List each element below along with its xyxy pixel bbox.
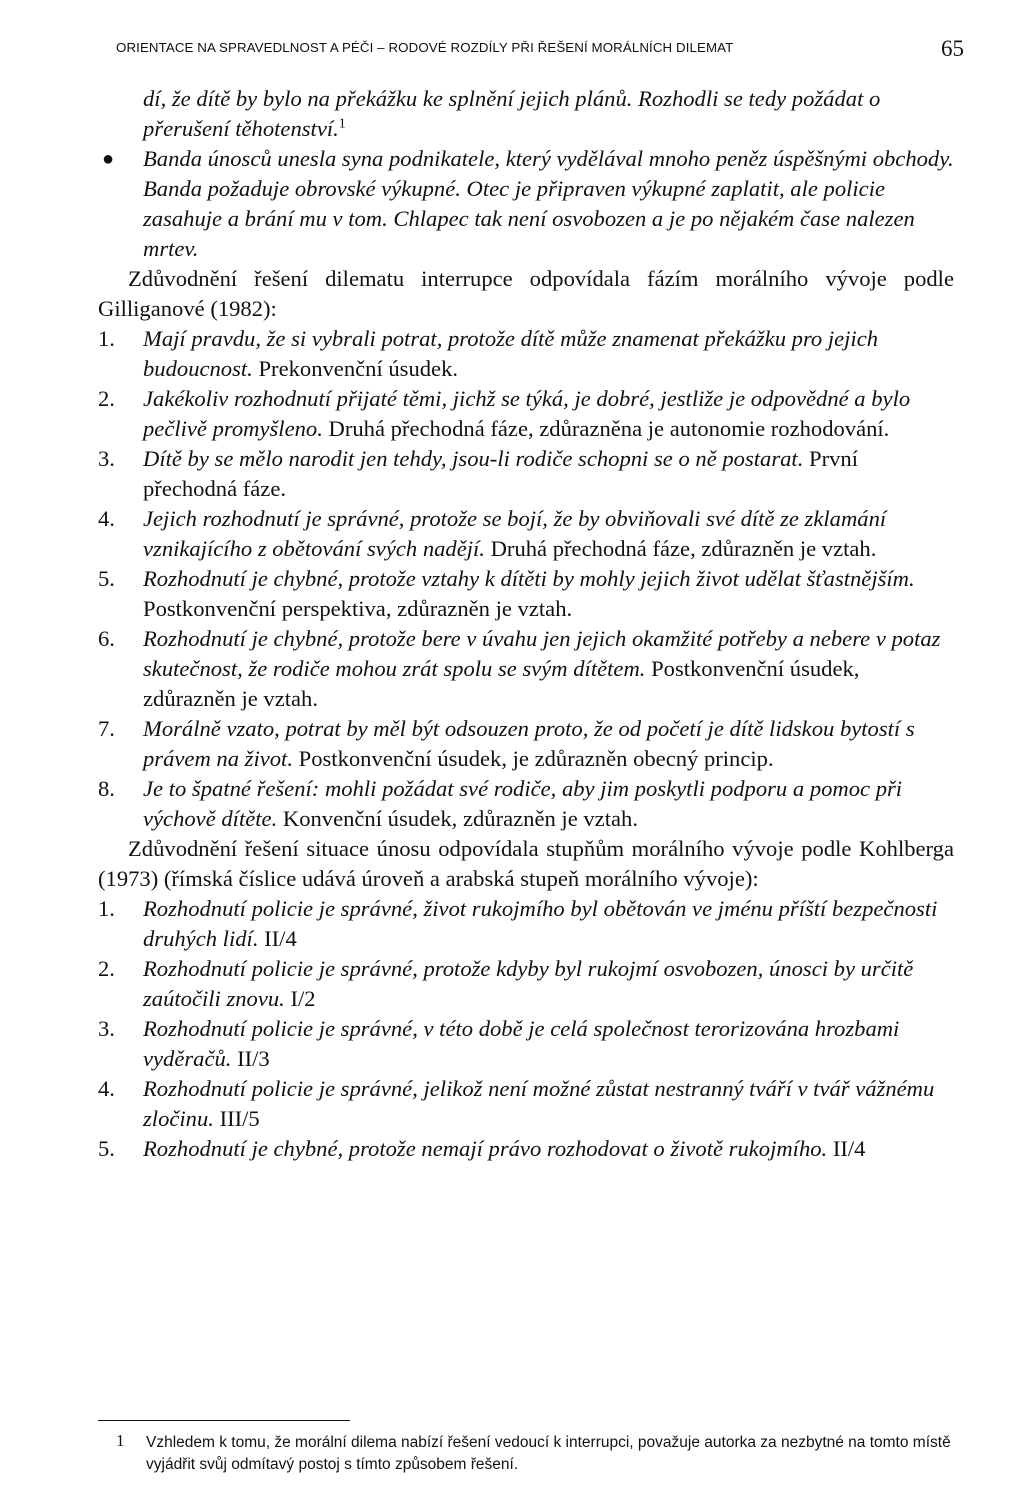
section-intro-kohlberg: Zdůvodnění řešení situace únosu odpovídala stupňům morálního vývoje podle Kohlberga (1973) (římská číslice udává úroveň a arabská stupeň morálního vývoje): xyxy=(98,836,954,891)
item-number: 8. xyxy=(98,776,115,801)
page-body xyxy=(98,84,954,1164)
intro-continued xyxy=(143,84,954,144)
item-number: 5. xyxy=(98,1136,115,1161)
list-item xyxy=(98,774,954,834)
list-item xyxy=(98,1074,954,1134)
list-item xyxy=(98,324,954,384)
bullet-text: Banda únosců unesla syna podnikatele, který vydělával mnoho peněz úspěšnými obchody. Banda požaduje obrovské výkupné. Otec je připraven výkupné zaplatit, ale policie zasahuje a brání mu v tom. Chlapec tak není osvobozen a je po nějakém čase nalezen mrtev. xyxy=(143,146,954,261)
item-note: První přechodná fáze. xyxy=(143,446,858,501)
running-title: ORIENTACE NA SPRAVEDLNOST A PÉČI – RODOVÉ ROZDÍLY PŘI ŘEŠENÍ MORÁLNÍCH DILEMAT xyxy=(116,40,734,55)
list-item xyxy=(98,564,954,624)
item-note: Postkonvenční úsudek, je zdůrazněn obecný princip. xyxy=(298,746,774,771)
footnote xyxy=(116,1432,964,1476)
footnote-divider xyxy=(98,1420,350,1421)
item-number: 3. xyxy=(98,446,115,471)
list-item xyxy=(98,444,954,504)
list-item xyxy=(98,894,954,954)
item-quote: Mají pravdu, že si vybrali potrat, protože dítě může znamenat překážku pro jejich budoucnost. xyxy=(143,326,879,381)
list-item xyxy=(98,384,954,444)
list-item xyxy=(98,624,954,714)
item-quote: Rozhodnutí policie je správné, protože kdyby byl rukojmí osvobozen, únosci by určitě zaútočili znovu. xyxy=(143,956,914,1011)
item-quote: Rozhodnutí policie je správné, jelikož není možné zůstat nestranný tváří v tvář vážnému zločinu. xyxy=(143,1076,935,1131)
list-item xyxy=(98,954,954,1014)
item-number: 6. xyxy=(98,626,115,651)
item-quote: Jakékoliv rozhodnutí přijaté těmi, jichž se týká, je dobré, jestliže je odpovědné a bylo pečlivě promyšleno. xyxy=(143,386,911,441)
item-number: 5. xyxy=(98,566,115,591)
item-number: 4. xyxy=(98,506,115,531)
item-number: 3. xyxy=(98,1016,115,1041)
item-note: Postkonvenční úsudek, zdůrazněn je vztah. xyxy=(143,656,860,711)
item-note: II/4 xyxy=(264,926,297,951)
item-quote: Jejich rozhodnutí je správné, protože se bojí, že by obviňovali své dítě ze zklamání vznikajícího z obětování svých nadějí. xyxy=(143,506,887,561)
item-number: 1. xyxy=(98,896,115,921)
item-quote: Rozhodnutí je chybné, protože bere v úvahu jen jejich okamžité potřeby a nebere v potaz skutečnost, že rodiče mohou zrát spolu se svým dítětem. xyxy=(143,626,941,681)
list-item xyxy=(98,1014,954,1074)
item-note: Konvenční úsudek, zdůrazněn je vztah. xyxy=(282,806,638,831)
item-quote: Dítě by se mělo narodit jen tehdy, jsou-li rodiče schopni se o ně postarat. xyxy=(143,446,804,471)
item-quote: Rozhodnutí policie je správné, život rukojmího byl obětován ve jménu příští bezpečnosti druhých lidí. xyxy=(143,896,938,951)
page-number: 65 xyxy=(941,36,964,61)
item-note: II/4 xyxy=(832,1136,866,1161)
list-item xyxy=(98,1134,954,1164)
item-number: 7. xyxy=(98,716,115,741)
gilligan-list xyxy=(98,324,954,834)
item-note: II/3 xyxy=(237,1046,270,1071)
footnote-mark: 1 xyxy=(116,1431,125,1450)
item-number: 2. xyxy=(98,956,115,981)
bullet-dot-icon: ● xyxy=(102,148,115,170)
item-number: 4. xyxy=(98,1076,115,1101)
item-note: III/5 xyxy=(219,1106,260,1131)
item-quote: Rozhodnutí policie je správné, v této době je celá společnost terorizována hrozbami vyděračů. xyxy=(143,1016,900,1071)
intro-continued-text: dí, že dítě by bylo na překážku ke splnění jejich plánů. Rozhodli se tedy požádat o přerušení těhotenství. xyxy=(143,86,881,141)
item-note: Druhá přechodná fáze, zdůrazněna je autonomie rozhodování. xyxy=(328,416,890,441)
footnote-text: Vzhledem k tomu, že morální dilema nabízí řešení vedoucí k interrupci, považuje autorka za nezbytné na tomto místě vyjádřit svůj odmítavý postoj s tímto způsobem řešení. xyxy=(146,1434,951,1473)
item-number: 2. xyxy=(98,386,115,411)
kohlberg-list xyxy=(98,894,954,1164)
item-note: I/2 xyxy=(290,986,316,1011)
bullet-item xyxy=(98,144,954,264)
item-quote: Rozhodnutí je chybné, protože nemají právo rozhodovat o životě rukojmího. xyxy=(143,1136,828,1161)
item-number: 1. xyxy=(98,326,115,351)
item-quote: Morálně vzato, potrat by měl být odsouzen proto, že od početí je dítě lidskou bytostí s právem na život. xyxy=(143,716,915,771)
item-note: Druhá přechodná fáze, zdůrazněn je vztah. xyxy=(490,536,877,561)
item-note: Postkonvenční perspektiva, zdůrazněn je vztah. xyxy=(143,596,573,621)
item-quote: Je to špatné řešení: mohli požádat své rodiče, aby jim poskytli podporu a pomoc při výchově dítěte. xyxy=(143,776,903,831)
footnote-reference[interactable]: 1 xyxy=(338,116,346,132)
section-intro-gilligan: Zdůvodnění řešení dilematu interrupce odpovídala fázím morálního vývoje podle Gilliganové (1982): xyxy=(98,266,954,321)
list-item xyxy=(98,714,954,774)
item-quote: Rozhodnutí je chybné, protože vztahy k dítěti by mohly jejich život udělat šťastnějším. xyxy=(143,566,915,591)
list-item xyxy=(98,504,954,564)
running-header xyxy=(116,38,964,62)
item-note: Prekonvenční úsudek. xyxy=(258,356,459,381)
